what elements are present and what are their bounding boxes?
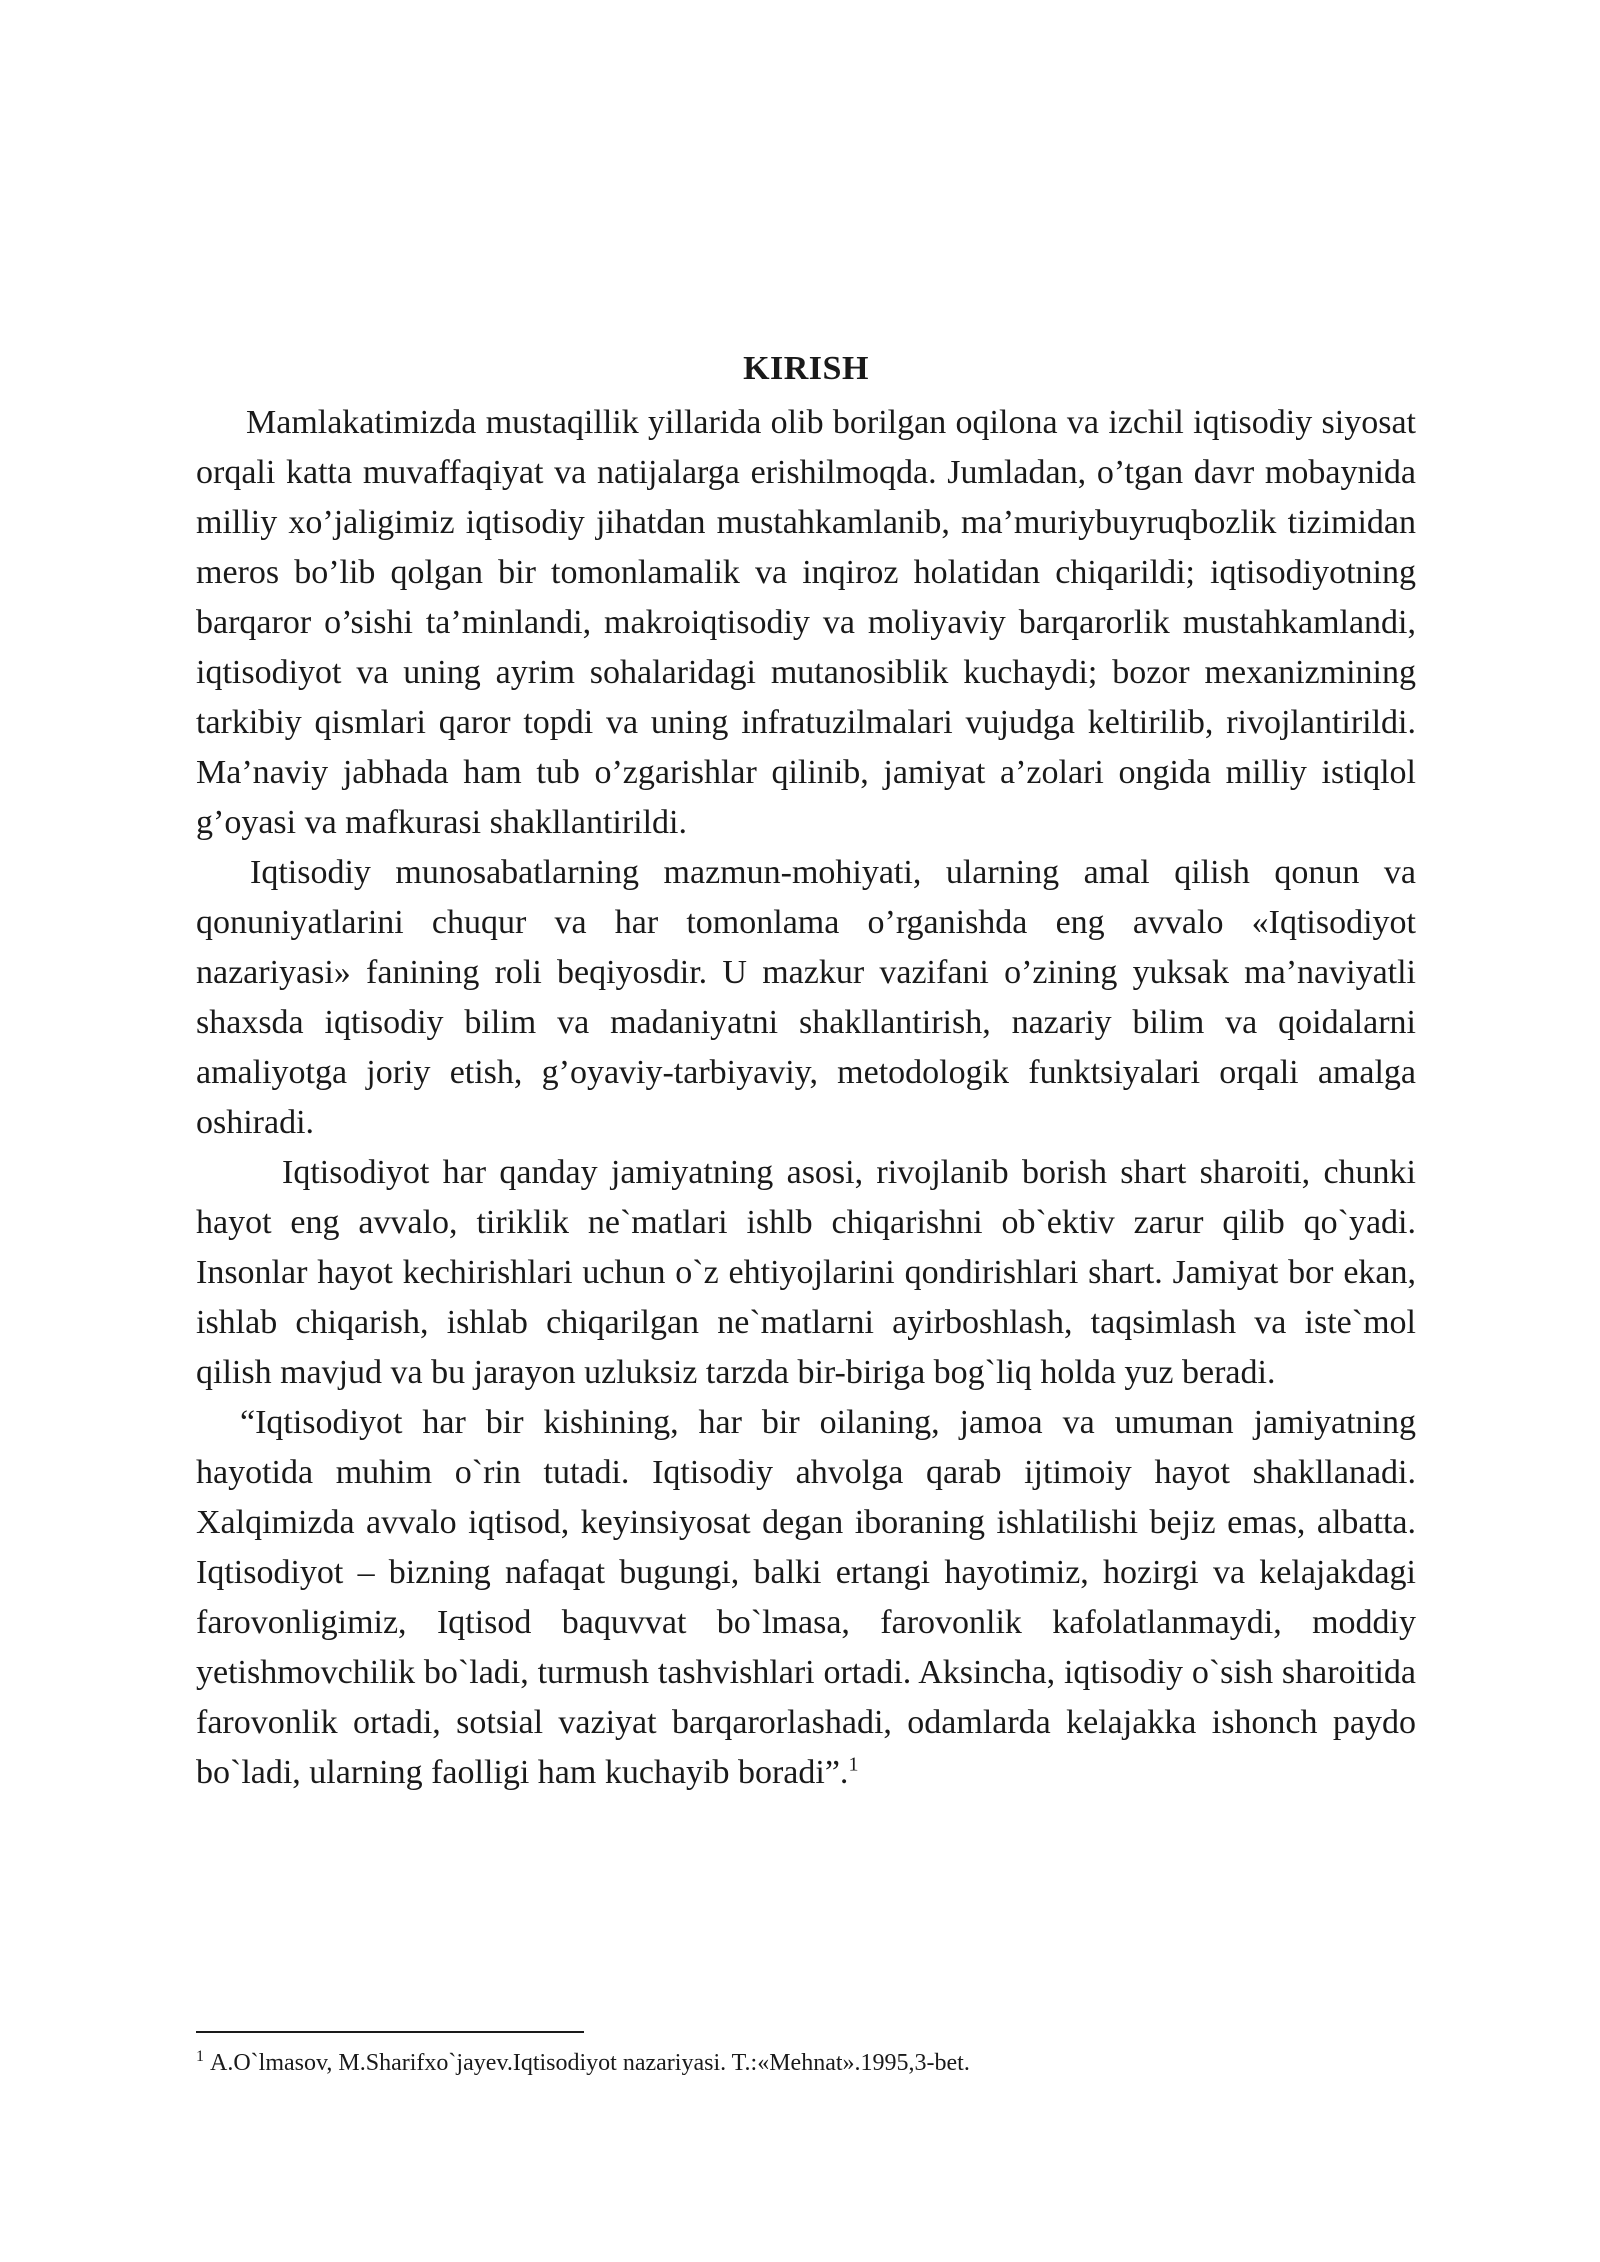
page-title: KIRISH xyxy=(743,350,869,387)
paragraph-4-text: “Iqtisodiyot har bir kishining, har bir oilaning, jamoa va umuman jamiyatning hayotida muhim o`rin tutadi. Iqtisodiy ahvolga qarab ijtimoiy hayot shakllanadi. Xalqimizda avvalo iqtisod, keyinsiyosat degan iboraning ishlatilishi bejiz emas, albatta. Iqtisodiyot – bizning nafaqat bugungi, balki ertangi hayotimiz, hozirgi va kelajakdagi farovonligimiz, Iqtisod baquvvat bo`lmasa, farovonlik kafolatlanmaydi, moddiy yetishmovchilik bo`ladi, turmush tashvishlari ortadi. Aksincha, iqtisodiy o`sish sharoitida farovonlik ortadi, sotsial vaziyat barqarorlashadi, odamlarda kelajakka ishonch paydo bo`ladi, ularning faolligi ham kuchayib boradi”. xyxy=(196,1404,1416,1791)
footnote-number: 1 xyxy=(196,2048,204,2065)
footnote-text: A.O`lmasov, M.Sharifxo`jayev.Iqtisodiyot nazariyasi. T.:«Mehnat».1995,3-bet. xyxy=(210,2050,970,2076)
paragraph-1: Mamlakatimizda mustaqillik yillarida olib borilgan oqilona va izchil iqtisodiy siyosat orqali katta muvaffaqiyat va natijalarga erishilmoqda. Jumladan, o’tgan davr mobaynida milliy xo’jaligimiz iqtisodiy jihatdan mustahkamlanib, ma’muriybuyruqbozlik tizimidan meros bo’lib qolgan bir tomonlamalik va inqiroz holatidan chiqarildi; iqtisodiyotning barqaror o’sishi ta’minlandi, makroiqtisodiy va moliyaviy barqarorlik mustahkamlandi, iqtisodiyot va uning ayrim sohalaridagi mutanosiblik kuchaydi; bozor mexanizmining tarkibiy qismlari qaror topdi va uning infratuzilmalari vujudga keltirilib, rivojlantirildi. Ma’naviy jabhada ham tub o’zgarishlar qilinib, jamiyat a’zolari ongida milliy istiqlol g’oyasi va mafkurasi shakllantirildi. xyxy=(196,404,1416,841)
paragraph-4 xyxy=(196,1398,1416,1798)
footnote-reference[interactable]: 1 xyxy=(848,1753,859,1776)
footnote xyxy=(196,2046,1416,2080)
body-text xyxy=(196,344,1416,1798)
paragraph-3: Iqtisodiyot har qanday jamiyatning asosi, rivojlanib borish shart sharoiti, chunki hayot eng avvalo, tiriklik ne`matlari ishlb chiqarishni ob`ektiv zarur qilib qo`yadi. Insonlar hayot kechirishlari uchun o`z ehtiyojlarini qondirishlari shart. Jamiyat bor ekan, ishlab chiqarish, ishlab chiqarilgan ne`matlarni ayirboshlash, taqsimlash va iste`mol qilish mavjud va bu jarayon uzluksiz tarzda bir-biriga bog`liq holda yuz beradi. xyxy=(196,1154,1416,1391)
paragraph-2: Iqtisodiy munosabatlarning mazmun-mohiyati, ularning amal qilish qonun va qonuniyatlarini chuqur va har tomonlama o’rganishda eng avvalo «Iqtisodiyot nazariyasi» fanining roli beqiyosdir. U mazkur vazifani o’zining yuksak ma’naviyatli shaxsda iqtisodiy bilim va madaniyatni shakllantirish, nazariy bilim va qoidalarni amaliyotga joriy etish, g’oyaviy-tarbiyaviy, metodologik funktsiyalari orqali amalga oshiradi. xyxy=(196,854,1416,1141)
footnote-divider xyxy=(196,2031,584,2033)
